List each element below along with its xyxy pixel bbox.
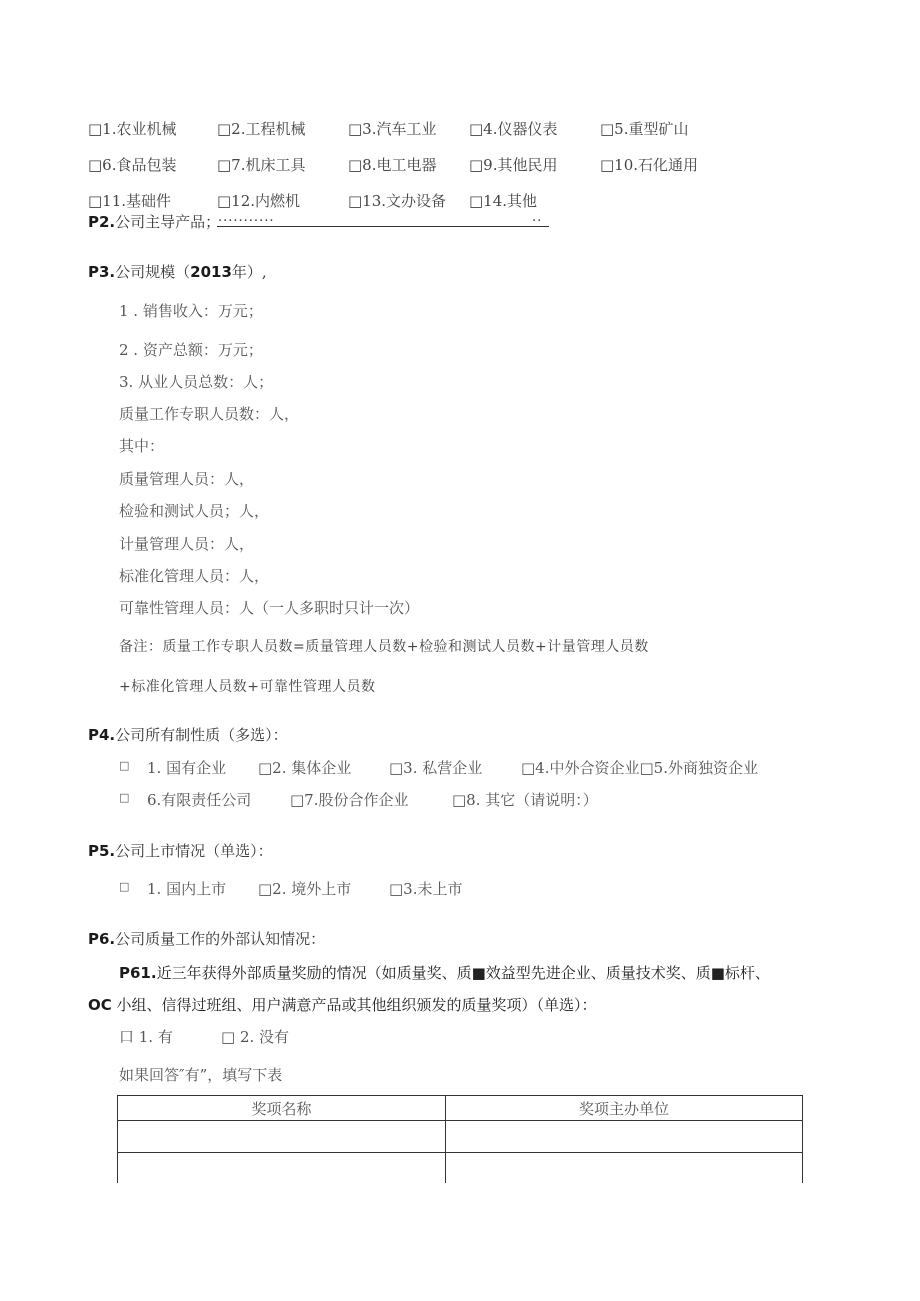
p61-if-yes-instruction: 如果回答″有”，填写下表 <box>119 1066 283 1084</box>
p61-option-yes[interactable]: 口 1. 有 <box>119 1028 173 1046</box>
p4-option-state-owned[interactable]: 1. 国有企业 <box>147 759 227 777</box>
p3-reliability: 可靠性管理人员：人（一人多职时只计一次） <box>119 599 420 617</box>
option-instruments[interactable]: □4.仪器仪表 <box>469 120 558 138</box>
p2-dots-left: ........... <box>218 210 275 225</box>
p5-option-domestic[interactable]: 1. 国内上市 <box>147 880 227 898</box>
p4-label: P4.公司所有制性质（多选）： <box>88 726 288 744</box>
p4-option-joint-stock[interactable]: □7.股份合作企业 <box>290 791 409 809</box>
award-organizer-cell[interactable] <box>446 1121 803 1153</box>
p4-checkbox-1[interactable]: □ <box>119 759 130 772</box>
awards-table <box>117 1095 803 1183</box>
p6-label: P6.公司质量工作的外部认知情况： <box>88 930 326 948</box>
option-basic-parts[interactable]: □11.基础件 <box>88 192 172 210</box>
p4-option-limited-liability[interactable]: 6.有限责任公司 <box>147 791 252 809</box>
option-machine-tools[interactable]: □7.机床工具 <box>217 156 306 174</box>
p5-label: P5.公司上市情况（单选）： <box>88 842 273 860</box>
option-food-packaging[interactable]: □6.食品包装 <box>88 156 177 174</box>
table-row <box>118 1121 803 1153</box>
table-row <box>118 1153 803 1184</box>
p4-option-joint-foreign[interactable]: □4.中外合资企业□5.外商独资企业 <box>521 759 758 777</box>
p4-checkbox-6[interactable]: □ <box>119 791 130 804</box>
option-engineering-machinery[interactable]: □2.工程机械 <box>217 120 306 138</box>
option-agricultural-machinery[interactable]: □1.农业机械 <box>88 120 177 138</box>
p3-inspection-testing: 检验和测试人员；人， <box>119 502 270 520</box>
option-office-equipment[interactable]: □13.文办设备 <box>348 192 447 210</box>
p3-note-line2: +标准化管理人员数+可靠性管理人员数 <box>119 679 376 695</box>
award-name-cell[interactable] <box>118 1121 446 1153</box>
awards-header-name: 奖项名称 <box>118 1096 446 1121</box>
p5-option-overseas[interactable]: □2. 境外上市 <box>258 880 352 898</box>
p3-total-assets: 2 . 资产总额：万元； <box>119 341 263 359</box>
p61-line1: P61.近三年获得外部质量奖励的情况（如质量奖、质■效益型先进企业、质量技术奖、质■标杆、 <box>119 964 770 982</box>
p3-quality-management: 质量管理人员：人， <box>119 470 255 488</box>
p3-metrology: 计量管理人员：人， <box>119 535 255 553</box>
option-heavy-mining[interactable]: □5.重型矿山 <box>600 120 689 138</box>
p3-label: P3.公司规模（2013年）, <box>88 263 267 281</box>
p5-option-unlisted[interactable]: □3.未上市 <box>389 880 463 898</box>
p3-among-them: 其中： <box>119 437 165 455</box>
p4-option-other[interactable]: □8. 其它（请说明：） <box>452 791 598 809</box>
p3-quality-staff: 质量工作专职人员数：人， <box>119 405 300 423</box>
p2-label: P2.公司主导产品； <box>88 213 221 231</box>
option-automobile[interactable]: □3.汽车工业 <box>348 120 437 138</box>
award-organizer-cell[interactable] <box>446 1153 803 1184</box>
option-combustion-engine[interactable]: □12.内燃机 <box>217 192 301 210</box>
award-name-cell[interactable] <box>118 1153 446 1184</box>
p3-sales-revenue: 1 . 销售收入：万元； <box>119 302 263 320</box>
option-other[interactable]: □14.其他 <box>469 192 538 210</box>
awards-header-organizer: 奖项主办单位 <box>446 1096 803 1121</box>
p2-answer-field[interactable] <box>217 226 549 227</box>
p3-total-employees: 3. 从业人员总数：人； <box>119 373 274 391</box>
option-electrical[interactable]: □8.电工电器 <box>348 156 437 174</box>
p5-checkbox-1[interactable]: □ <box>119 880 130 893</box>
p61-option-no[interactable]: □ 2. 没有 <box>221 1028 290 1046</box>
p4-option-collective[interactable]: □2. 集体企业 <box>258 759 352 777</box>
p2-dots-right: .. <box>532 210 543 225</box>
p61-line2: OC 小组、信得过班组、用户满意产品或其他组织颁发的质量奖项）（单选）： <box>88 996 597 1014</box>
p3-standardization: 标准化管理人员：人， <box>119 567 270 585</box>
option-petrochemical[interactable]: □10.石化通用 <box>600 156 699 174</box>
option-other-civil[interactable]: □9.其他民用 <box>469 156 558 174</box>
p4-option-private[interactable]: □3. 私营企业 <box>389 759 483 777</box>
p3-note-line1: 备注：质量工作专职人员数=质量管理人员数+检验和测试人员数+计量管理人员数 <box>119 639 649 655</box>
